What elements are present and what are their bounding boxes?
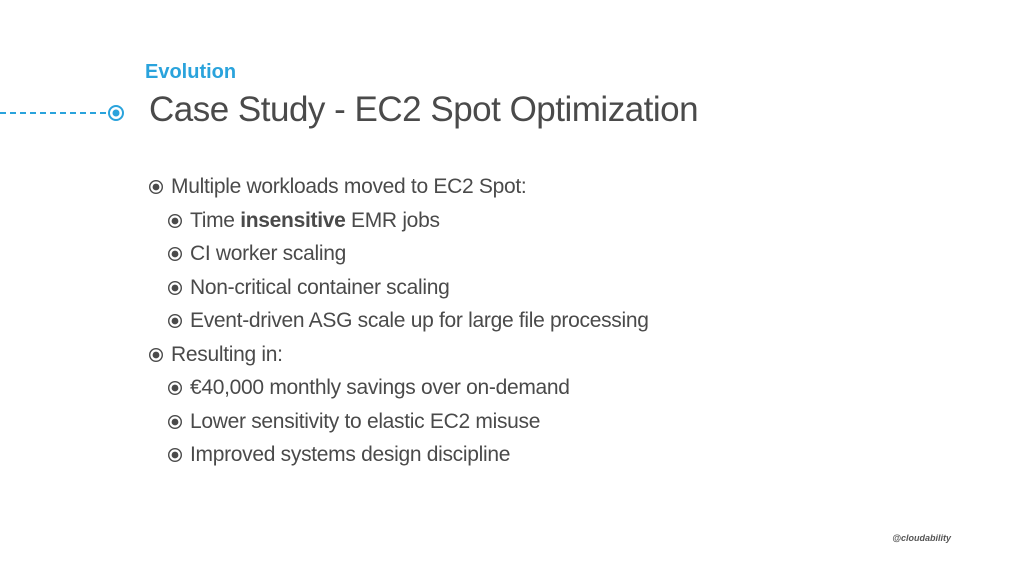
bullet-list bbox=[148, 170, 649, 472]
timeline-dashed-line bbox=[0, 112, 106, 114]
list-item bbox=[148, 170, 649, 204]
bullet-text: CI worker scaling bbox=[190, 242, 346, 265]
radio-bullet-icon bbox=[167, 246, 183, 262]
list-item bbox=[148, 338, 649, 372]
bullet-text-strong: insensitive bbox=[240, 208, 346, 232]
radio-bullet-icon bbox=[167, 313, 183, 329]
list-item bbox=[148, 304, 649, 338]
radio-bullet-icon bbox=[167, 414, 183, 430]
bullet-text-suffix: EMR jobs bbox=[345, 208, 440, 232]
slide-title: Case Study - EC2 Spot Optimization bbox=[149, 90, 699, 129]
list-item bbox=[148, 237, 649, 271]
list-item bbox=[148, 371, 649, 405]
radio-bullet-icon bbox=[148, 179, 164, 195]
footer-handle: @cloudability bbox=[892, 533, 951, 543]
bullet-text: Resulting in: bbox=[171, 342, 283, 366]
bullet-text-prefix: Time bbox=[190, 208, 241, 232]
bullet-text: Non-critical container scaling bbox=[190, 275, 450, 299]
bullet-text: Multiple workloads moved to EC2 Spot: bbox=[171, 175, 527, 198]
list-item bbox=[148, 204, 649, 238]
bullet-text: €40,000 monthly savings over on-demand bbox=[190, 376, 570, 399]
radio-bullet-icon bbox=[167, 213, 183, 229]
bullet-text: Improved systems design discipline bbox=[190, 443, 511, 466]
list-item bbox=[148, 271, 649, 305]
radio-bullet-icon bbox=[167, 447, 183, 463]
bullet-text: Event-driven ASG scale up for large file processing bbox=[190, 309, 649, 332]
section-label: Evolution bbox=[145, 61, 237, 83]
radio-bullet-icon bbox=[148, 347, 164, 363]
target-icon bbox=[106, 103, 126, 123]
list-item bbox=[148, 405, 649, 439]
list-item bbox=[148, 438, 649, 472]
bullet-text: Lower sensitivity to elastic EC2 misuse bbox=[190, 409, 541, 433]
radio-bullet-icon bbox=[167, 380, 183, 396]
radio-bullet-icon bbox=[167, 280, 183, 296]
